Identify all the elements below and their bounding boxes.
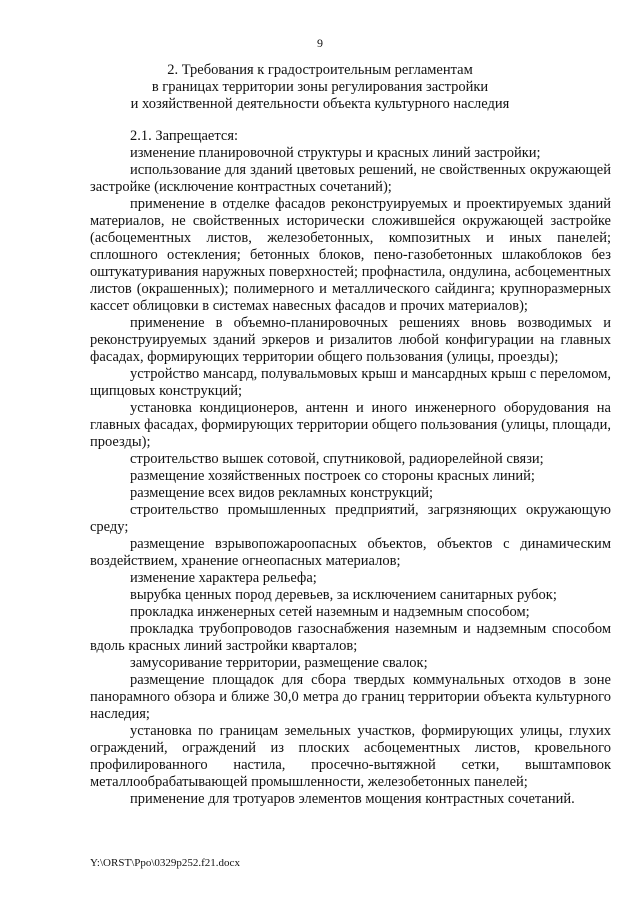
list-item: установка кондиционеров, антенн и иного инженерного оборудования на главных фасадах, формирующих территории общего пользования (улицы, площади, проезды); bbox=[90, 400, 611, 450]
list-item: размещение взрывопожароопасных объектов, объектов с динамическим воздействием, хранение огнеопасных материалов; bbox=[90, 536, 611, 569]
page-number: 9 bbox=[317, 36, 323, 50]
list-item: вырубка ценных пород деревьев, за исключением санитарных рубок; bbox=[130, 587, 557, 603]
list-item: прокладка трубопроводов газоснабжения наземным и надземным способом вдоль красных линий застройки кварталов; bbox=[90, 621, 611, 654]
document-body bbox=[90, 128, 611, 808]
list-item: замусоривание территории, размещение свалок; bbox=[130, 655, 428, 671]
list-item: прокладка инженерных сетей наземным и надземным способом; bbox=[130, 604, 530, 620]
list-item: установка по границам земельных участков, формирующих улицы, глухих ограждений, ограждений из плоских асбоцементных листов, кровельного профилированного настила, просечно-вытяжной сетки, выштамповок металлообрабатывающей промышленности, железобетонных панелей; bbox=[90, 723, 611, 790]
subsection-title: 2.1. Запрещается: bbox=[130, 128, 239, 144]
list-item: изменение характера рельефа; bbox=[130, 570, 317, 586]
list-item: размещение хозяйственных построек со стороны красных линий; bbox=[130, 468, 535, 484]
list-item: строительство промышленных предприятий, загрязняющих окружающую среду; bbox=[90, 502, 611, 535]
list-item: применение в отделке фасадов реконструируемых и проектируемых зданий материалов, не свойственных исторически сложившейся окружающей застройке (асбоцементных листов, железобетонных, композитных и иных панелей; сплошного остекления; бетонных блоков, пено-газобетонных шлакоблоков без оштукатуривания наружных поверхностей; профнастила, ондулина, асбоцементных листов (окрашенных); полимерного и металлического сайдинга; крупноразмерных кассет облицовки в системах навесных фасадов и прочих материалов); bbox=[90, 196, 611, 314]
list-item: строительство вышек сотовой, спутниковой, радиорелейной связи; bbox=[130, 451, 544, 467]
heading-line: в границах территории зоны регулирования застройки bbox=[151, 79, 489, 95]
list-item: размещение всех видов рекламных конструкций; bbox=[130, 485, 434, 501]
list-item: использование для зданий цветовых решений, не свойственных окружающей застройке (исключение контрастных сочетаний); bbox=[90, 162, 611, 195]
list-item: применение для тротуаров элементов мощения контрастных сочетаний. bbox=[130, 791, 575, 807]
list-item: устройство мансард, полувальмовых крыш и мансардных крыш с переломом, щипцовых конструкций; bbox=[90, 366, 611, 399]
heading-line: 2. Требования к градостроительным регламентам bbox=[167, 62, 473, 78]
heading-line: и хозяйственной деятельности объекта культурного наследия bbox=[130, 96, 510, 112]
list-item: применение в объемно-планировочных решениях вновь возводимых и реконструируемых зданий эркеров и ризалитов любой конфигурации на главных фасадах, формирующих территории общего пользования (улицы, проезды); bbox=[90, 315, 611, 365]
section-heading bbox=[100, 62, 540, 113]
list-item: размещение площадок для сбора твердых коммунальных отходов в зоне панорамного обзора и ближе 30,0 метра до границ территории объекта культурного наследия; bbox=[90, 672, 611, 722]
list-item: изменение планировочной структуры и красных линий застройки; bbox=[130, 145, 541, 161]
file-path-footer: Y:\ORST\Ppo\0329p252.f21.docx bbox=[90, 857, 240, 869]
